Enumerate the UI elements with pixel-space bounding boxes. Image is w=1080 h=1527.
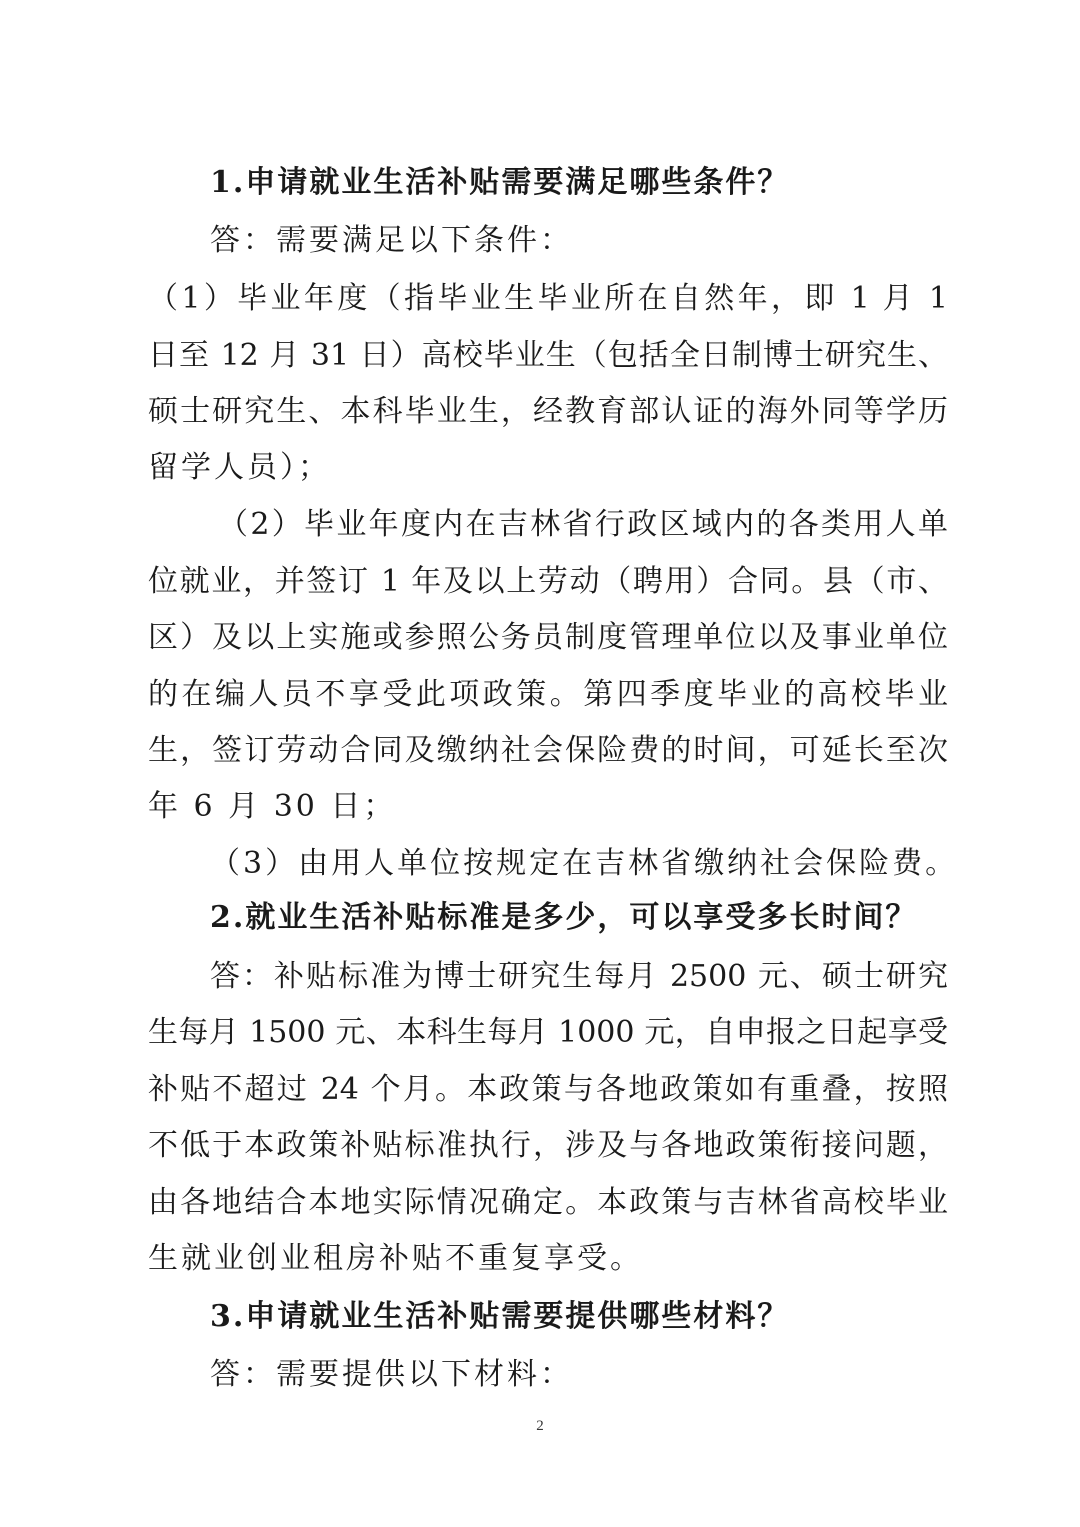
section1-item2-line1: （2）毕业年度内在吉林省行政区域内的各类用人单: [218, 507, 948, 542]
section1-item2-line3: 区）及以上实施或参照公务员制度管理单位以及事业单位: [148, 620, 948, 655]
section2-answer-line6: 生就业创业租房补贴不重复享受。: [148, 1241, 643, 1276]
section2-answer-line4: 不低于本政策补贴标准执行，涉及与各地政策衔接问题，: [148, 1128, 948, 1163]
section1-item3: （3）由用人单位按规定在吉林省缴纳社会保险费。: [210, 846, 959, 881]
section2-heading: 2.就业生活补贴标准是多少，可以享受多长时间？: [210, 900, 918, 935]
section1-item1-line3: 硕士研究生、本科毕业生，经教育部认证的海外同等学历: [148, 394, 948, 429]
section1-answer-intro: 答：需要满足以下条件：: [210, 223, 573, 258]
section2-answer-line2: 生每月 1500 元、本科生每月 1000 元，自申报之日起享受: [148, 1015, 948, 1050]
section1-heading: 1.申请就业生活补贴需要满足哪些条件？: [210, 165, 790, 200]
section2-answer-line3: 补贴不超过 24 个月。本政策与各地政策如有重叠，按照: [148, 1072, 948, 1107]
section1-item2-line5: 生，签订劳动合同及缴纳社会保险费的时间，可延长至次: [148, 733, 948, 768]
section1-item1-line1: （1）毕业年度（指毕业生毕业所在自然年，即 1 月 1: [148, 281, 948, 316]
section1-item2-line4: 的在编人员不享受此项政策。第四季度毕业的高校毕业: [148, 677, 948, 712]
section1-item2-line2: 位就业，并签订 1 年及以上劳动（聘用）合同。县（市、: [148, 564, 948, 599]
section1-item1-line4: 留学人员）；: [148, 450, 331, 485]
page-number: 2: [536, 1418, 544, 1434]
section2-answer-line5: 由各地结合本地实际情况确定。本政策与吉林省高校毕业: [148, 1185, 948, 1220]
section1-item2-line6: 年 6 月 30 日；: [148, 789, 397, 824]
section1-item1-line2: 日至 12 月 31 日）高校毕业生（包括全日制博士研究生、: [148, 338, 948, 373]
section3-heading: 3.申请就业生活补贴需要提供哪些材料？: [210, 1299, 790, 1334]
section2-answer-line1: 答：补贴标准为博士研究生每月 2500 元、硕士研究: [210, 959, 948, 994]
section3-answer-intro: 答：需要提供以下材料：: [210, 1357, 573, 1392]
